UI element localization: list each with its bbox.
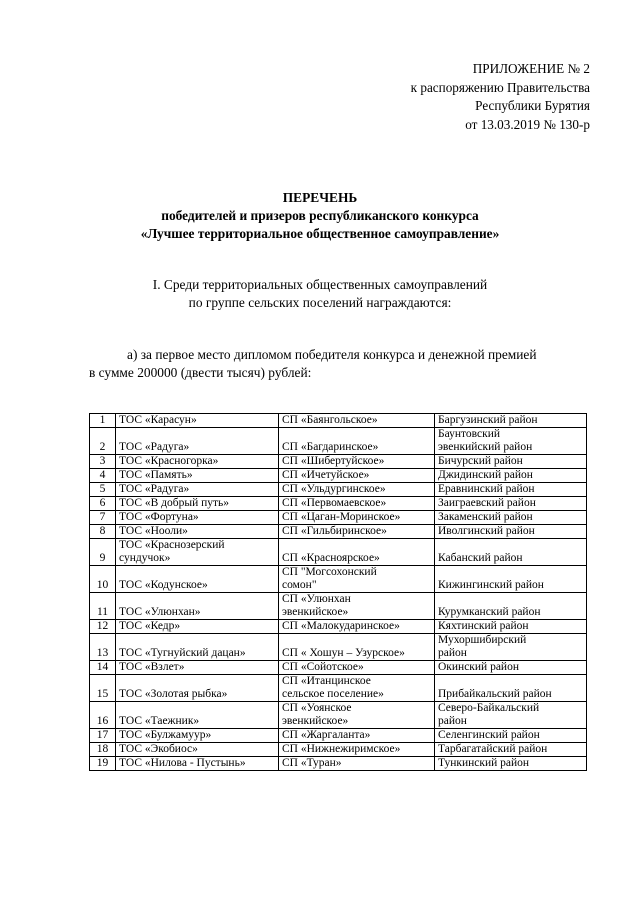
tos-name: ТОС «Нилова - Пустынь» <box>119 757 246 769</box>
table-row <box>90 455 587 469</box>
section-line-1: I. Среди территориальных общественных самоуправлений <box>152 277 488 292</box>
row-number-cell <box>90 729 116 743</box>
tos-name-cell <box>116 757 279 771</box>
row-number-cell <box>90 661 116 675</box>
district-name: Мухоршибирский район <box>438 634 527 659</box>
district-name-cell <box>435 525 587 539</box>
tos-name-cell <box>116 675 279 702</box>
district-name: Селенгинский район <box>438 729 540 741</box>
settlement-name: СП "Могсохонский сомон" <box>282 566 377 591</box>
row-number: 14 <box>96 661 109 673</box>
section-heading <box>0 276 640 312</box>
row-number-cell <box>90 469 116 483</box>
settlement-name-cell <box>279 539 435 566</box>
tos-name: ТОС «Карасун» <box>119 414 197 426</box>
tos-name: ТОС «Кедр» <box>119 620 181 632</box>
row-number-cell <box>90 525 116 539</box>
district-name-cell <box>435 661 587 675</box>
district-name-cell <box>435 620 587 634</box>
row-number: 16 <box>96 715 109 727</box>
appendix-republic: Республики Бурятия <box>475 98 590 113</box>
row-number-cell <box>90 483 116 497</box>
settlement-name-cell <box>279 428 435 455</box>
district-name-cell <box>435 428 587 455</box>
district-name-cell <box>435 702 587 729</box>
table-row <box>90 757 587 771</box>
table-row <box>90 620 587 634</box>
district-name-cell <box>435 593 587 620</box>
row-number-cell <box>90 566 116 593</box>
settlement-name-cell <box>279 757 435 771</box>
table-row <box>90 414 587 428</box>
tos-name: ТОС «Таежник» <box>119 715 200 727</box>
table-row <box>90 566 587 593</box>
district-name: Кижингинский район <box>438 579 544 591</box>
district-name: Кабанский район <box>438 552 523 564</box>
settlement-name: СП «Итанцинское сельское поселение» <box>282 675 384 700</box>
settlement-name: СП « Хошун – Узурское» <box>282 647 405 659</box>
table-row <box>90 593 587 620</box>
row-number-cell <box>90 757 116 771</box>
tos-name-cell <box>116 566 279 593</box>
settlement-name: СП «Ульдургинское» <box>282 483 386 495</box>
district-name: Бичурский район <box>438 455 523 467</box>
tos-name: ТОС «Радуга» <box>119 483 190 495</box>
tos-name-cell <box>116 593 279 620</box>
district-name-cell <box>435 455 587 469</box>
settlement-name-cell <box>279 483 435 497</box>
district-name: Окинский район <box>438 661 519 673</box>
tos-name-cell <box>116 661 279 675</box>
settlement-name-cell <box>279 525 435 539</box>
row-number: 18 <box>96 743 109 755</box>
appendix-number: ПРИЛОЖЕНИЕ № 2 <box>472 61 590 76</box>
settlement-name-cell <box>279 566 435 593</box>
table-row <box>90 702 587 729</box>
settlement-name-cell <box>279 675 435 702</box>
settlement-name: СП «Красноярское» <box>282 552 380 564</box>
tos-name: ТОС «Нооли» <box>119 525 188 537</box>
tos-name-cell <box>116 428 279 455</box>
tos-name: ТОС «Радуга» <box>119 441 190 453</box>
row-number-cell <box>90 620 116 634</box>
section-line-2: по группе сельских поселений награждаются: <box>188 295 452 310</box>
settlement-name-cell <box>279 620 435 634</box>
district-name-cell <box>435 743 587 757</box>
district-name: Тарбагатайский район <box>438 743 548 755</box>
district-name: Северо-Байкальский район <box>438 702 540 727</box>
row-number-cell <box>90 414 116 428</box>
row-number: 12 <box>96 620 109 632</box>
award-paragraph <box>89 346 597 382</box>
award-line-1: а) за первое место дипломом победителя конкурса и денежной премией <box>127 347 537 362</box>
tos-name-cell <box>116 743 279 757</box>
row-number: 15 <box>96 688 109 700</box>
row-number: 11 <box>96 606 109 618</box>
settlement-name: СП «Улюнхан эвенкийское» <box>282 593 351 618</box>
table-row <box>90 634 587 661</box>
tos-name: ТОС «Улюнхан» <box>119 606 201 618</box>
tos-name: ТОС «Булжамуур» <box>119 729 212 741</box>
tos-name-cell <box>116 525 279 539</box>
settlement-name: СП «Малокударинское» <box>282 620 400 632</box>
district-name: Еравнинский район <box>438 483 535 495</box>
settlement-name: СП «Баянгольское» <box>282 414 378 426</box>
row-number: 7 <box>99 511 106 523</box>
row-number-cell <box>90 428 116 455</box>
district-name: Кяхтинский район <box>438 620 529 632</box>
settlement-name-cell <box>279 661 435 675</box>
district-name-cell <box>435 729 587 743</box>
table-row <box>90 539 587 566</box>
tos-name: ТОС «Золотая рыбка» <box>119 688 228 700</box>
row-number: 2 <box>99 441 106 453</box>
table-row <box>90 497 587 511</box>
row-number-cell <box>90 455 116 469</box>
district-name-cell <box>435 566 587 593</box>
table-row <box>90 469 587 483</box>
settlement-name: СП «Ичетуйское» <box>282 469 370 481</box>
tos-name-cell <box>116 414 279 428</box>
settlement-name-cell <box>279 702 435 729</box>
table-row <box>90 661 587 675</box>
settlement-name-cell <box>279 455 435 469</box>
row-number: 1 <box>99 414 106 426</box>
tos-name-cell <box>116 702 279 729</box>
district-name: Заиграевский район <box>438 497 536 509</box>
settlement-name-cell <box>279 414 435 428</box>
district-name: Иволгинский район <box>438 525 535 537</box>
settlement-name: СП «Багдаринское» <box>282 441 379 453</box>
district-name: Тункинский район <box>438 757 530 769</box>
settlement-name: СП «Первомаевское» <box>282 497 387 509</box>
district-name: Джидинский район <box>438 469 533 481</box>
district-name: Баргузинский район <box>438 414 538 426</box>
settlement-name: СП «Жаргаланта» <box>282 729 371 741</box>
winners-table <box>89 413 587 771</box>
settlement-name: СП «Сойотское» <box>282 661 364 673</box>
tos-name: ТОС «Краснозерский сундучок» <box>119 539 225 564</box>
row-number-cell <box>90 511 116 525</box>
row-number: 3 <box>99 455 106 467</box>
row-number: 4 <box>99 469 106 481</box>
settlement-name-cell <box>279 511 435 525</box>
district-name-cell <box>435 511 587 525</box>
tos-name: ТОС «Экобиос» <box>119 743 198 755</box>
title-line-3: «Лучшее территориальное общественное самоуправление» <box>140 226 500 241</box>
table-row <box>90 675 587 702</box>
row-number: 8 <box>99 525 106 537</box>
tos-name-cell <box>116 511 279 525</box>
settlement-name-cell <box>279 743 435 757</box>
tos-name-cell <box>116 620 279 634</box>
settlement-name-cell <box>279 497 435 511</box>
document-title <box>0 189 640 243</box>
row-number-cell <box>90 634 116 661</box>
district-name: Баунтовский эвенкийский район <box>438 428 533 453</box>
table-row <box>90 729 587 743</box>
settlement-name: СП «Шибертуйское» <box>282 455 385 467</box>
appendix-header <box>411 60 590 134</box>
tos-name-cell <box>116 483 279 497</box>
tos-name-cell <box>116 455 279 469</box>
row-number-cell <box>90 593 116 620</box>
table-row <box>90 525 587 539</box>
district-name-cell <box>435 634 587 661</box>
award-line-2: в сумме 200000 (двести тысяч) рублей: <box>89 365 312 380</box>
tos-name: ТОС «Тугнуйский дацан» <box>119 647 246 659</box>
settlement-name-cell <box>279 729 435 743</box>
table-row <box>90 428 587 455</box>
district-name-cell <box>435 483 587 497</box>
district-name: Закаменский район <box>438 511 533 523</box>
tos-name-cell <box>116 497 279 511</box>
tos-name: ТОС «Кодунское» <box>119 579 208 591</box>
settlement-name-cell <box>279 469 435 483</box>
row-number: 10 <box>96 579 109 591</box>
title-line-1: ПЕРЕЧЕНЬ <box>282 190 358 205</box>
district-name-cell <box>435 414 587 428</box>
row-number: 9 <box>99 552 106 564</box>
tos-name-cell <box>116 634 279 661</box>
settlement-name: СП «Цаган-Моринское» <box>282 511 401 523</box>
row-number-cell <box>90 675 116 702</box>
tos-name: ТОС «Память» <box>119 469 193 481</box>
table-row <box>90 743 587 757</box>
district-name-cell <box>435 469 587 483</box>
tos-name: ТОС «Фортуна» <box>119 511 199 523</box>
table-row <box>90 483 587 497</box>
settlement-name-cell <box>279 634 435 661</box>
district-name: Прибайкальский район <box>438 688 552 700</box>
tos-name: ТОС «Красногорка» <box>119 455 219 467</box>
row-number: 17 <box>96 729 109 741</box>
row-number: 13 <box>96 647 109 659</box>
district-name-cell <box>435 757 587 771</box>
tos-name: ТОС «В добрый путь» <box>119 497 230 509</box>
title-line-2: победителей и призеров республиканского конкурса <box>161 208 479 223</box>
row-number-cell <box>90 539 116 566</box>
district-name-cell <box>435 539 587 566</box>
row-number: 6 <box>99 497 106 509</box>
row-number-cell <box>90 743 116 757</box>
tos-name: ТОС «Взлет» <box>119 661 185 673</box>
tos-name-cell <box>116 729 279 743</box>
row-number: 19 <box>96 757 109 769</box>
settlement-name: СП «Нижнежиримское» <box>282 743 401 755</box>
settlement-name: СП «Уоянское эвенкийское» <box>282 702 352 727</box>
appendix-order-ref: к распоряжению Правительства <box>410 79 590 95</box>
district-name: Курумканский район <box>438 606 541 618</box>
settlement-name-cell <box>279 593 435 620</box>
row-number: 5 <box>99 483 106 495</box>
tos-name-cell <box>116 539 279 566</box>
row-number-cell <box>90 702 116 729</box>
settlement-name: СП «Туран» <box>282 757 342 769</box>
table-row <box>90 511 587 525</box>
row-number-cell <box>90 497 116 511</box>
settlement-name: СП «Гильбиринское» <box>282 525 387 537</box>
appendix-order-date: от 13.03.2019 № 130-р <box>465 116 590 132</box>
district-name-cell <box>435 497 587 511</box>
district-name-cell <box>435 675 587 702</box>
tos-name-cell <box>116 469 279 483</box>
